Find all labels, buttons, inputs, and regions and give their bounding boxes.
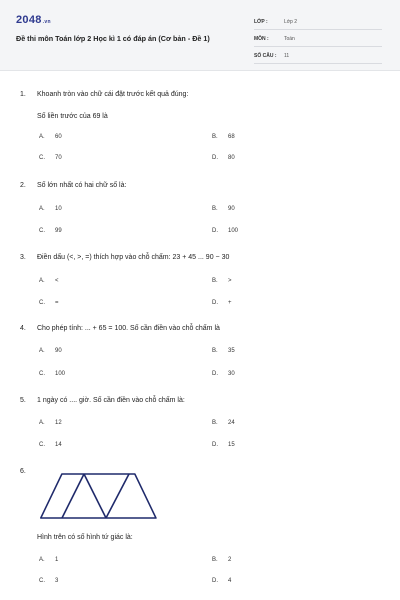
option-text: + <box>228 300 232 306</box>
option-text: 70 <box>55 155 62 161</box>
question-stem <box>20 182 126 189</box>
option-c[interactable] <box>39 155 62 161</box>
question-subtext: Hình trên có số hình tứ giác là: <box>37 534 133 541</box>
option-d[interactable] <box>212 228 238 234</box>
option-letter: B. <box>212 557 218 563</box>
option-letter: A. <box>39 134 45 140</box>
option-text: 100 <box>55 371 66 377</box>
option-c[interactable] <box>39 371 65 377</box>
header <box>0 0 400 71</box>
option-d[interactable] <box>212 371 235 377</box>
meta-value: 11 <box>284 52 290 59</box>
question-text: Cho phép tính: ... + 65 = 100. Số cần điền vào chỗ chấm là <box>37 325 220 332</box>
option-letter: B. <box>212 206 218 212</box>
option-text: 90 <box>228 206 235 212</box>
option-text: 80 <box>228 155 235 161</box>
option-letter: B. <box>212 348 218 354</box>
option-letter: D. <box>212 442 218 448</box>
document-title: Đề thi môn Toán lớp 2 Học kì 1 có đáp án (Cơ bản - Đề 1) <box>16 34 210 43</box>
option-text: 10 <box>55 206 62 212</box>
option-letter: A. <box>39 420 45 426</box>
question-text: Số lớn nhất có hai chữ số là: <box>37 182 127 189</box>
option-text: = <box>55 300 59 306</box>
option-letter: C. <box>39 371 45 377</box>
question-stem <box>20 397 185 404</box>
trapezoid-figure <box>40 472 160 522</box>
option-d[interactable] <box>212 578 231 584</box>
option-text: 99 <box>55 228 62 234</box>
option-a[interactable] <box>39 278 59 284</box>
option-b[interactable] <box>212 348 235 354</box>
option-text: > <box>228 278 232 284</box>
question-stem <box>20 325 220 332</box>
option-b[interactable] <box>212 206 235 212</box>
option-text: 12 <box>55 420 62 426</box>
option-letter: D. <box>212 155 218 161</box>
question-number: 5. <box>20 397 26 404</box>
option-text: 90 <box>55 348 62 354</box>
option-letter: C. <box>39 228 45 234</box>
trapezoid-outline <box>41 474 156 518</box>
meta-value: Lớp 2 <box>284 18 298 25</box>
question-text: Khoanh tròn vào chữ cái đặt trước kết quả đúng: <box>37 91 189 98</box>
option-text: 3 <box>55 578 59 584</box>
question-number: 3. <box>20 254 26 261</box>
meta-row-class <box>254 14 382 30</box>
option-letter: D. <box>212 371 218 377</box>
option-text: < <box>55 278 59 284</box>
option-c[interactable] <box>39 578 58 584</box>
option-letter: A. <box>39 348 45 354</box>
option-a[interactable] <box>39 420 62 426</box>
option-d[interactable] <box>212 155 235 161</box>
question-stem <box>20 468 37 475</box>
logo-text: 2048 <box>16 14 42 26</box>
option-d[interactable] <box>212 300 232 306</box>
option-text: 30 <box>228 371 235 377</box>
question-number: 4. <box>20 325 26 332</box>
option-a[interactable] <box>39 134 62 140</box>
question-text: 1 ngày có .... giờ. Số cần điền vào chỗ chấm là: <box>37 397 185 404</box>
meta-label: LỚP : <box>254 18 268 25</box>
option-letter: D. <box>212 300 218 306</box>
option-text: 100 <box>228 228 239 234</box>
question-number: 1. <box>20 91 26 98</box>
option-letter: B. <box>212 420 218 426</box>
option-c[interactable] <box>39 300 59 306</box>
meta-label: MÔN : <box>254 35 269 42</box>
figure-lines <box>41 474 156 518</box>
option-letter: D. <box>212 578 218 584</box>
option-a[interactable] <box>39 348 62 354</box>
option-letter: A. <box>39 206 45 212</box>
meta-table <box>254 14 382 65</box>
option-letter: C. <box>39 155 45 161</box>
option-letter: A. <box>39 557 45 563</box>
meta-row-subject <box>254 31 382 47</box>
diagonal-line <box>84 474 106 518</box>
option-b[interactable] <box>212 420 235 426</box>
option-text: 2 <box>228 557 232 563</box>
logo-suffix: .vn <box>42 19 51 25</box>
question-stem <box>20 91 188 98</box>
question-number: 6. <box>20 468 26 475</box>
option-a[interactable] <box>39 206 62 212</box>
option-b[interactable] <box>212 134 235 140</box>
option-letter: A. <box>39 278 45 284</box>
site-logo[interactable] <box>16 14 51 26</box>
option-b[interactable] <box>212 557 231 563</box>
option-text: 35 <box>228 348 235 354</box>
option-d[interactable] <box>212 442 235 448</box>
option-b[interactable] <box>212 278 232 284</box>
option-text: 4 <box>228 578 232 584</box>
option-c[interactable] <box>39 442 62 448</box>
diagonal-line <box>106 474 129 518</box>
option-letter: C. <box>39 300 45 306</box>
option-letter: D. <box>212 228 218 234</box>
option-text: 24 <box>228 420 235 426</box>
meta-row-count <box>254 48 382 64</box>
question-number: 2. <box>20 182 26 189</box>
option-c[interactable] <box>39 228 62 234</box>
meta-value: Toán <box>284 35 295 42</box>
question-text: Điền dấu (<, >, =) thích hợp vào chỗ chấm: 23 + 45 ... 90 − 30 <box>37 254 230 261</box>
option-letter: C. <box>39 578 45 584</box>
question-stem <box>20 254 229 261</box>
option-letter: C. <box>39 442 45 448</box>
option-a[interactable] <box>39 557 58 563</box>
option-letter: B. <box>212 134 218 140</box>
option-letter: B. <box>212 278 218 284</box>
option-text: 1 <box>55 557 59 563</box>
option-text: 15 <box>228 442 235 448</box>
meta-label: SỐ CÂU : <box>254 52 277 59</box>
option-text: 60 <box>55 134 62 140</box>
option-text: 68 <box>228 134 235 140</box>
question-subtext: Số liền trước của 69 là <box>37 113 108 120</box>
diagonal-line <box>62 474 84 518</box>
option-text: 14 <box>55 442 62 448</box>
